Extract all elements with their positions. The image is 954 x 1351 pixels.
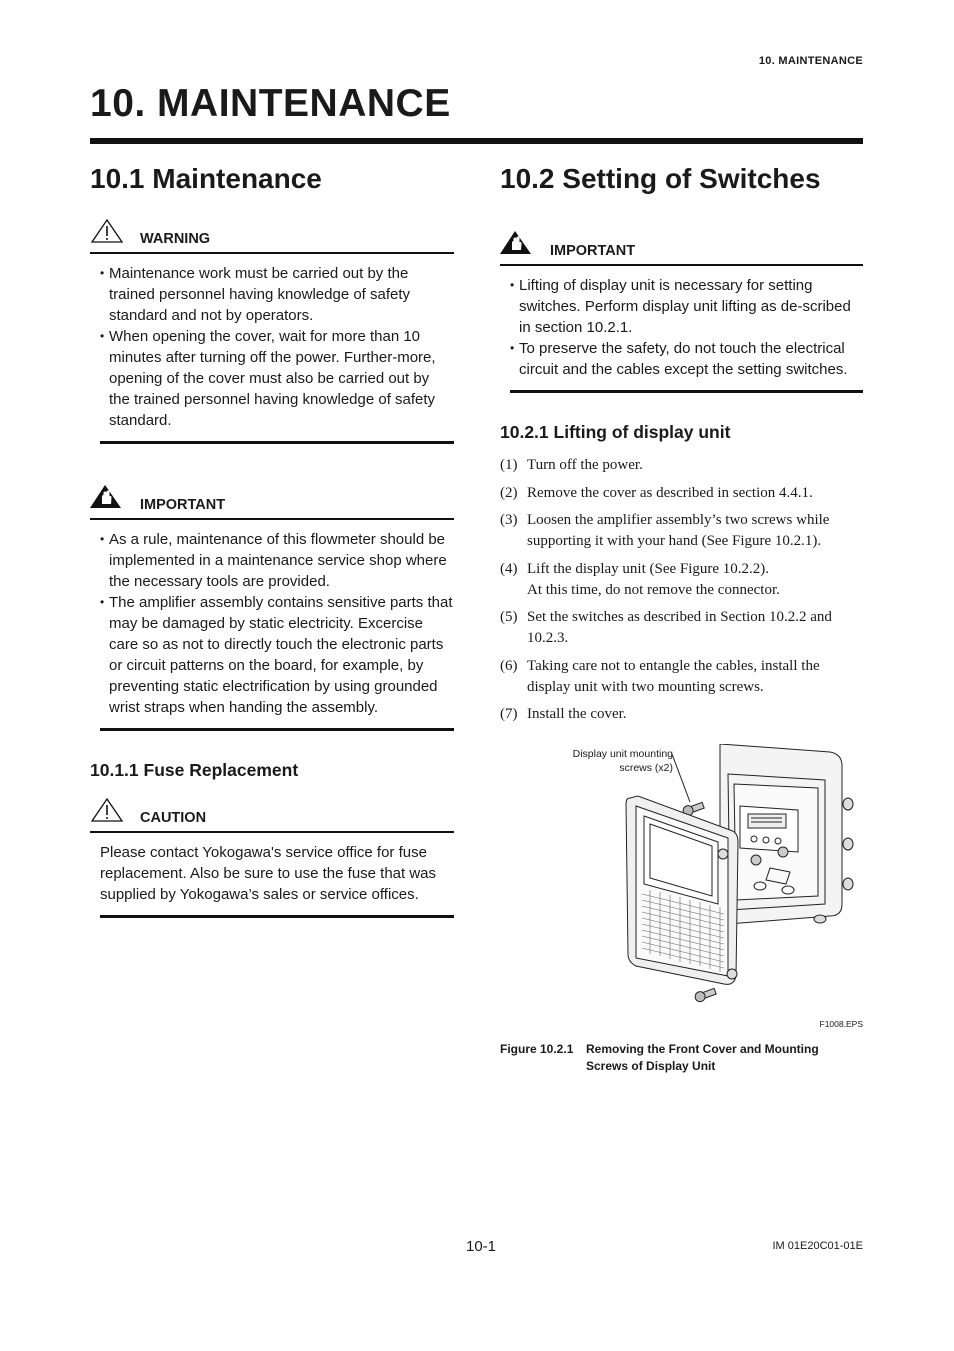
step-number: (5) — [500, 609, 518, 625]
important-notice-left — [90, 484, 454, 731]
device-illustration — [620, 744, 865, 1004]
section-title-maintenance: 10.1 Maintenance — [90, 163, 322, 194]
step-text-note: At this time, do not remove the connector. — [527, 581, 780, 598]
important-item: • Lifting of display unit is necessary for setting switches. Perform display unit lifting as de-scribed in section 10.2.1. — [510, 275, 863, 338]
procedure-steps — [500, 455, 863, 725]
step-item — [500, 607, 863, 649]
step-text-group — [527, 559, 863, 601]
caution-body — [100, 833, 454, 918]
step-number: (6) — [500, 657, 518, 674]
important-header-left — [90, 484, 454, 520]
right-column — [500, 160, 863, 1075]
step-number: (4) — [500, 560, 518, 577]
subsection-title-fuse: 10.1.1 Fuse Replacement — [90, 760, 299, 780]
step-text: Loosen the amplifier assembly’s two screws while supporting it with your hand (See Figure 10.2.1). — [527, 512, 830, 549]
step-number: (3) — [500, 512, 518, 528]
important-body-right — [510, 266, 863, 393]
figure-callout-line2: screws (x2) — [619, 762, 673, 774]
important-notice-right — [500, 230, 863, 393]
caution-notice — [90, 797, 454, 918]
important-hand-icon — [90, 484, 124, 510]
figure-file-id: F1008.EPS — [819, 1019, 863, 1029]
caution-header — [90, 797, 454, 833]
figure-caption-text-line2: Screws of Display Unit — [586, 1059, 716, 1073]
chapter-rule — [90, 138, 863, 144]
step-item — [500, 483, 863, 504]
caution-triangle-icon — [90, 797, 124, 823]
step-item — [500, 510, 863, 552]
section-title-switches: 10.2 Setting of Switches — [500, 163, 821, 194]
important-header-right — [500, 230, 863, 266]
warning-item: • Maintenance work must be carried out by the trained personnel having knowledge of safety standard and not by operators. — [100, 263, 454, 326]
important-label-right: IMPORTANT — [550, 243, 636, 259]
warning-item: • When opening the cover, wait for more than 10 minutes after turning off the power. Further-more, opening of the cover must also be carried out by the trained personnel having knowledge of safety standard. — [100, 326, 454, 431]
step-number: (7) — [500, 706, 518, 722]
step-item — [500, 704, 863, 725]
subsection-title-lifting: 10.2.1 Lifting of display unit — [500, 422, 731, 442]
warning-label: WARNING — [140, 231, 211, 247]
warning-body — [100, 254, 454, 444]
caution-label: CAUTION — [140, 810, 207, 826]
step-text: Set the switches as described in Section 10.2.2 and 10.2.3. — [527, 609, 832, 646]
important-label-left: IMPORTANT — [140, 497, 226, 513]
figure-caption-number: Figure 10.2.1 — [500, 1042, 574, 1056]
step-text: Remove the cover as described in section 4.4.1. — [527, 484, 813, 501]
figure-callout-line1: Display unit mounting — [572, 748, 673, 760]
running-head: 10. MAINTENANCE — [758, 55, 863, 67]
document-id: IM 01E20C01-01E — [772, 1240, 863, 1252]
left-column — [90, 160, 454, 918]
figure-caption-text: Removing the Front Cover and Mounting — [586, 1042, 819, 1056]
important-item: • To preserve the safety, do not touch the electrical circuit and the cables except the setting switches. — [510, 338, 863, 380]
step-number: (2) — [500, 484, 518, 501]
figure-caption — [500, 1041, 863, 1075]
step-item — [500, 656, 863, 698]
important-body-left — [100, 520, 454, 731]
warning-notice — [90, 218, 454, 444]
step-text: Taking care not to entangle the cables, install the display unit with two mounting screws. — [527, 657, 820, 695]
step-number: (1) — [500, 457, 518, 473]
step-text: Install the cover. — [527, 706, 627, 722]
important-item: • The amplifier assembly contains sensitive parts that may be damaged by static electricity. Excercise care so as not to directly touch the electronic parts or circuit patterns on the board, for example, by preventing static electrification by using grounded wrist straps when handing the assembly. — [100, 592, 454, 718]
step-text: Turn off the power. — [527, 457, 643, 473]
page-number: 10-1 — [466, 1238, 497, 1255]
important-hand-icon — [500, 230, 534, 256]
step-item — [500, 455, 863, 476]
step-text: Lift the display unit (See Figure 10.2.2). — [527, 560, 770, 577]
important-item: • As a rule, maintenance of this flowmeter should be implemented in a maintenance service shop where the necessary tools are provided. — [100, 529, 454, 592]
chapter-title: 10. MAINTENANCE — [90, 82, 451, 125]
warning-triangle-icon — [90, 218, 124, 244]
figure-10-2-1 — [500, 739, 863, 1029]
warning-header — [90, 218, 454, 254]
step-item — [500, 559, 863, 601]
caution-text: Please contact Yokogawa's service office for fuse replacement. Also be sure to use the fuse that was supplied by Yokogawa’s sales or service offices. — [100, 844, 437, 903]
